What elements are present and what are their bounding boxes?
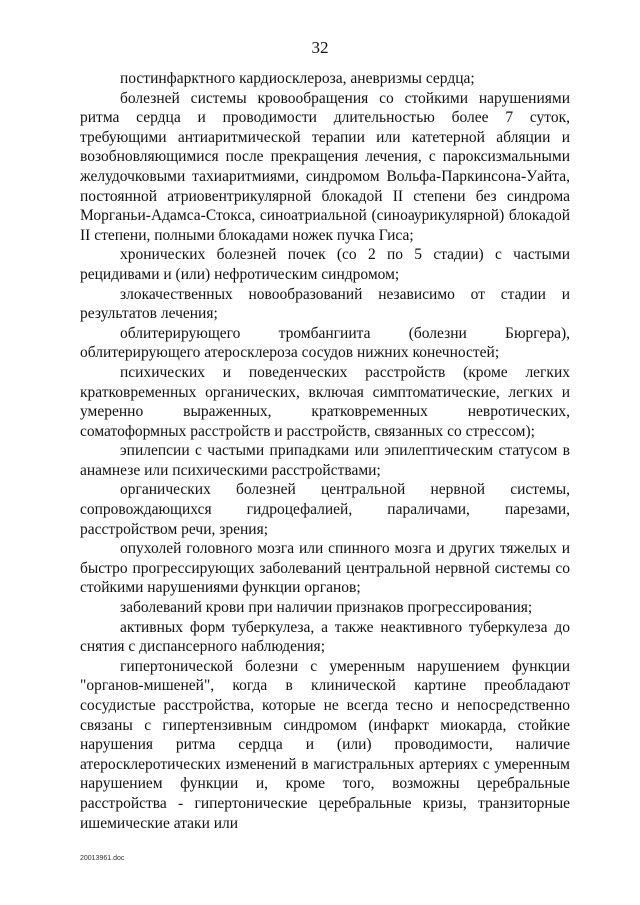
paragraph: болезней системы кровообращения со стойкими нарушениями ритма сердца и проводимости длительностью более 7 суток, требующими антиаритмической терапии или катетерной абляции и возобновляющимися после прекращения лечения, с пароксизмальными желудочковыми тахиаритмиями, синдромом Вольфа-Паркинсона-Уайта, постоянной атриовентрикулярной блокадой II степени без синдрома Морганьи-Адамса-Стокса, синоатриальной (синоаурикулярной) блокадой II степени, полными блокадами ножек пучка Гиса; (80, 89, 570, 244)
paragraph: опухолей головного мозга или спинного мозга и других тяжелых и быстро прогрессирующих заболеваний центральной нервной системы со стойкими нарушениями функции органов; (80, 540, 570, 597)
paragraph: органических болезней центральной нервной системы, сопровождающихся гидроцефалией, параличами, парезами, расстройством речи, зрения; (80, 481, 570, 538)
paragraph: постинфарктного кардиосклероза, аневризмы сердца; (120, 70, 475, 87)
paragraph: гипертонической болезни с умеренным нарушением функции "органов-мишеней", когда в клинической картине преобладают сосудистые расстройства, которые не всегда тесно и непосредственно связаны с гипертензивным синдромом (инфаркт миокарда, стойкие нарушения ритма сердца и (или) проводимости, наличие атеросклеротических изменений в магистральных артериях с умеренным нарушением функции и, кроме того, возможны церебральные расстройства - гипертонические церебральные кризы, транзиторные ишемические атаки или (80, 657, 570, 832)
page-number: 32 (311, 38, 329, 57)
document-body (80, 69, 570, 833)
paragraph: злокачественных новообразований независимо от стадии и результатов лечения; (80, 285, 570, 323)
paragraph: хронических болезней почек (со 2 по 5 стадии) с частыми рецидивами и (или) нефротическим синдромом; (80, 246, 570, 283)
paragraph: эпилепсии с частыми припадками или эпилептическим статусом в анамнезе или психическими расстройствами; (80, 442, 570, 479)
paragraph: активных форм туберкулеза, а также неактивного туберкулеза до снятия с диспансерного наблюдения; (80, 618, 570, 656)
paragraph: облитерирующего тромбангиита (болезни Бюргера), облитерирующего атеросклероза сосудов нижних конечностей; (80, 324, 570, 362)
paragraph: заболеваний крови при наличии признаков прогрессирования; (120, 599, 533, 617)
paragraph: психических и поведенческих расстройств (кроме легких кратковременных органических, включая симптоматические, легких и умеренно выраженных, кратковременных невротических, соматоформных расстройств и расстройств, связанных со стрессом); (80, 363, 570, 440)
document-file-code: 20013961.doc (80, 855, 125, 862)
